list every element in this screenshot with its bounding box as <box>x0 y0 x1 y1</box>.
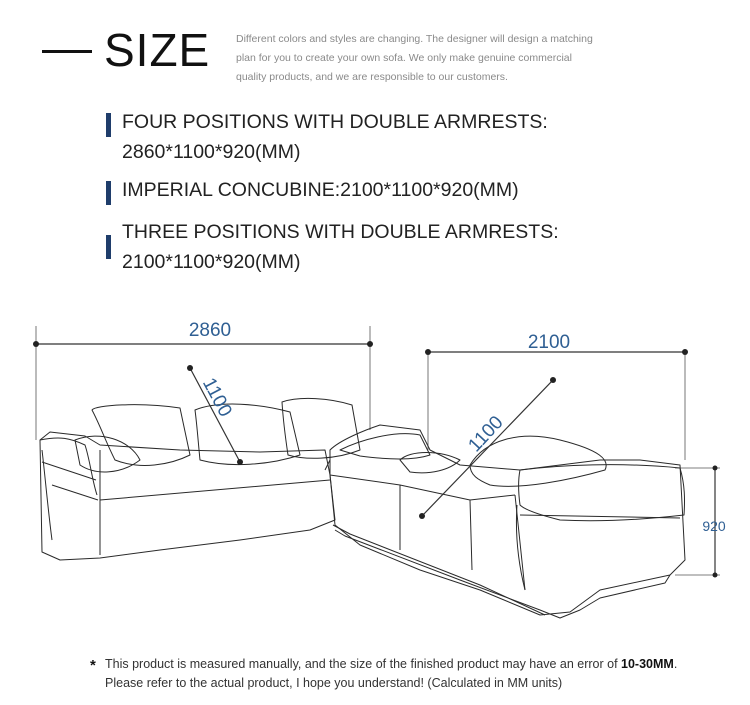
spec-line: THREE POSITIONS WITH DOUBLE ARMRESTS: <box>122 221 559 243</box>
spec-line: FOUR POSITIONS WITH DOUBLE ARMRESTS: <box>122 111 548 133</box>
footnote <box>90 655 677 693</box>
footnote-text: This product is measured manually, and the size of the finished product may have an error of <box>105 657 622 671</box>
label-2100: 2100 <box>527 332 571 353</box>
intro-line: quality products, and we are responsible to our customers. <box>236 71 508 83</box>
dimension-line-2860 <box>33 320 373 347</box>
page-title: SIZE <box>104 24 211 76</box>
spec-marker <box>106 235 111 259</box>
intro-text <box>236 30 616 87</box>
footnote-error-range: 10-30MM <box>621 657 674 671</box>
footnote-period: . <box>673 657 678 671</box>
spec-marker <box>106 113 111 137</box>
label-depth-left: 1100 <box>197 374 236 421</box>
sofa-dimension-diagram <box>0 300 750 640</box>
title-dash <box>42 50 92 53</box>
footnote-star: * <box>90 657 96 674</box>
extension-lines <box>36 326 720 575</box>
spec-three-positions <box>106 217 666 277</box>
intro-line: plan for you to create your own sofa. We only make genuine commercial <box>236 52 572 64</box>
footnote-line-2: Please refer to the actual product, I hope you understand! (Calculated in MM units) <box>105 676 563 690</box>
label-depth-right: 1100 <box>464 412 508 457</box>
label-920: 920 <box>702 518 726 534</box>
dimension-line-2100 <box>425 332 688 355</box>
spec-imperial-concubine <box>106 175 646 205</box>
spec-line: 2860*1100*920(MM) <box>122 141 301 163</box>
label-2860: 2860 <box>188 320 232 341</box>
sofa-outline <box>40 398 685 618</box>
footnote-line-1 <box>105 655 677 674</box>
spec-marker <box>106 181 111 205</box>
spec-line: IMPERIAL CONCUBINE:2100*1100*920(MM) <box>122 179 519 201</box>
dimension-line-920 <box>702 466 726 578</box>
intro-line: Different colors and styles are changing. The designer will design a matching <box>236 33 593 45</box>
spec-line: 2100*1100*920(MM) <box>122 251 301 273</box>
spec-four-positions <box>106 107 646 167</box>
